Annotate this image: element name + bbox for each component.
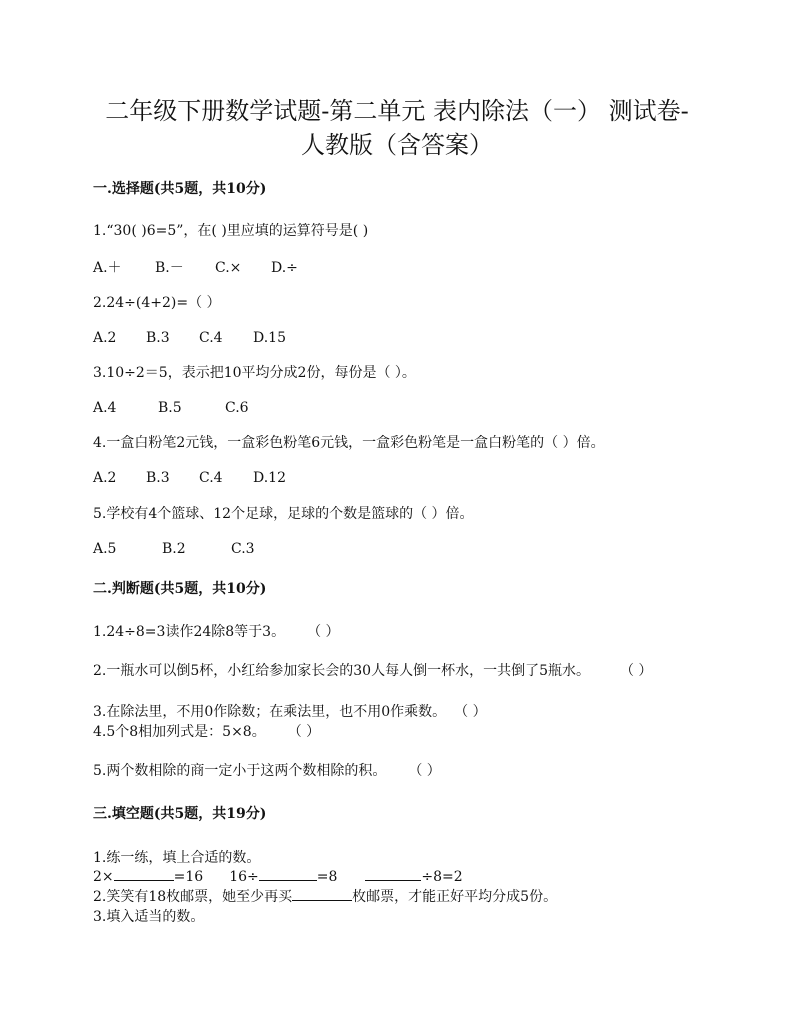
option: A.2 xyxy=(93,470,117,486)
question-1-2-options xyxy=(93,329,286,347)
option: C.4 xyxy=(199,330,223,346)
question-1-1-options xyxy=(93,259,298,277)
question-text: 2.笑笑有18枚邮票，她至少再买 xyxy=(93,889,293,905)
equation-text: =8 xyxy=(316,869,338,885)
judgement-text: 3.在除法里，不用0作除数；在乘法里，也不用0作乘数。 xyxy=(93,704,447,720)
judgement-item xyxy=(93,723,320,741)
option: A.4 xyxy=(93,400,117,416)
option: A.2 xyxy=(93,330,117,346)
answer-parenthesis: （ ） xyxy=(619,663,653,679)
page-title-line-2: 人教版（含答案） xyxy=(301,131,493,159)
section-2-heading: 二.判断题(共5题，共10分) xyxy=(93,581,267,597)
option: A.＋ xyxy=(93,260,122,276)
answer-blank[interactable] xyxy=(365,868,421,881)
page-title-line-1: 二年级下册数学试题-第二单元 表内除法（一） 测试卷- xyxy=(105,97,689,125)
judgement-text: 5.两个数相除的商一定小于这两个数相除的积。 xyxy=(93,763,387,779)
judgement-text: 1.24÷8=3读作24除8等于3。 xyxy=(93,624,286,640)
option: B.－ xyxy=(155,260,184,276)
option: B.3 xyxy=(146,470,170,486)
judgement-item xyxy=(93,623,340,641)
equation-text: ÷8=2 xyxy=(421,869,463,885)
answer-blank[interactable] xyxy=(114,868,174,881)
question-1-5-options xyxy=(93,540,255,558)
option: C.3 xyxy=(231,541,255,557)
equation-text: 16÷ xyxy=(229,869,259,885)
answer-blank[interactable] xyxy=(292,888,352,901)
question-1-5: 5.学校有4个篮球、12个足球，足球的个数是篮球的（ ）倍。 xyxy=(93,506,474,522)
option: C.4 xyxy=(199,470,223,486)
judgement-text: 2.一瓶水可以倒5杯，小红给参加家长会的30人每人倒一杯水，一共倒了5瓶水。 xyxy=(93,663,590,679)
section-3-heading: 三.填空题(共5题，共19分) xyxy=(93,806,267,822)
judgement-item xyxy=(93,703,487,721)
option: C.6 xyxy=(225,400,249,416)
judgement-item xyxy=(93,662,652,680)
answer-parenthesis: （ ） xyxy=(454,704,487,720)
equation-text: 2× xyxy=(93,869,114,885)
answer-blank[interactable] xyxy=(259,868,317,881)
answer-parenthesis: （ ） xyxy=(287,724,321,740)
option: A.5 xyxy=(93,541,117,557)
question-1-4-options xyxy=(93,469,286,487)
question-1-3-options xyxy=(93,399,249,417)
option: D.12 xyxy=(253,470,286,486)
option: B.3 xyxy=(146,330,170,346)
question-1-3: 3.10÷2＝5，表示把10平均分成2份，每份是（ ）。 xyxy=(93,365,416,381)
equation-text: =16 xyxy=(173,869,204,885)
fill-question-2 xyxy=(93,888,557,906)
section-1-heading: 一.选择题(共5题，共10分) xyxy=(93,181,267,197)
judgement-text: 4.5个8相加列式是：5×8。 xyxy=(93,724,266,740)
fill-question-3: 3.填入适当的数。 xyxy=(93,909,205,925)
answer-parenthesis: （ ） xyxy=(408,763,441,779)
option: D.15 xyxy=(253,330,286,346)
option: B.5 xyxy=(158,400,182,416)
option: C.× xyxy=(215,260,242,276)
question-text: 枚邮票，才能正好平均分成5份。 xyxy=(352,889,558,905)
option: B.2 xyxy=(162,541,186,557)
judgement-item xyxy=(93,762,441,780)
fill-question-1: 1.练一练，填上合适的数。 xyxy=(93,850,261,866)
answer-parenthesis: （ ） xyxy=(307,624,340,640)
option: D.÷ xyxy=(271,260,298,276)
fill-question-1-equations xyxy=(93,868,463,886)
question-1-1: 1.“30( )6=5”，在( )里应填的运算符号是( ) xyxy=(93,223,369,239)
question-1-4: 4.一盒白粉笔2元钱，一盒彩色粉笔6元钱，一盒彩色粉笔是一盒白粉笔的（ ）倍。 xyxy=(93,435,605,451)
question-1-2: 2.24÷(4+2)=（ ） xyxy=(93,295,221,311)
